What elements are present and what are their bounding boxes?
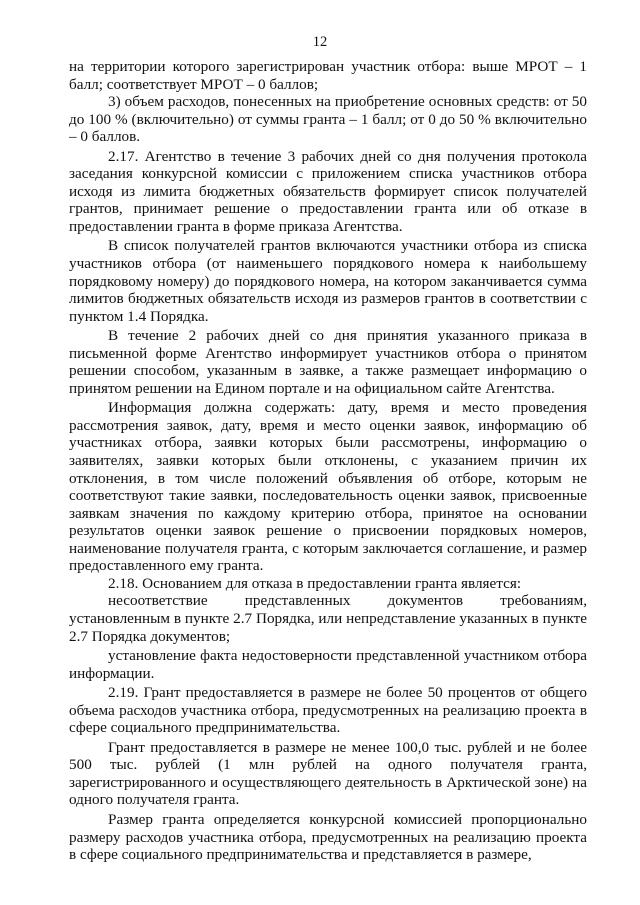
- paragraph-grant-amount: Грант предоставляется в размере не менее 100,0 тыс. рублей и не более 500 тыс. рублей (1 млн рублей на одного получателя гранта, зарегистрированного и осуществляющего деятельность в Арктической зоне) на одного получателя гранта.: [69, 738, 587, 809]
- paragraph-2-18: 2.18. Основанием для отказа в предоставлении гранта является:: [108, 574, 522, 592]
- paragraph-information-content: Информация должна содержать: дату, время и место проведения рассмотрения заявок, дату, время и место оценки заявок, информацию об участниках отбора, заявки которых были рассмотрены, информацию о заявителях, заявки которых были отклонены, с указанием причин их отклонения, в том числе положений объявления об отборе, которым не соответствуют такие заявки, последовательность оценки заявок, присвоенные заявкам значения по каждому критерию отбора, принятое на основании результатов оценки заявок решение о присвоении порядковых номеров, наименование получателя гранта, с которым заключается соглашение, и размер предоставленного ему гранта.: [69, 399, 587, 575]
- paragraph-refusal-reason-1: несоответствие представленных документов требованиям, установленным в пункте 2.7 Порядка, или непредставление указанных в пункте 2.7 Порядка документов;: [69, 592, 587, 645]
- paragraph-criterion-3: 3) объем расходов, понесенных на приобретение основных средств: от 50 до 100 % (включительно) от суммы гранта – 1 балл; от 0 до 50 % включительно – 0 баллов.: [69, 93, 587, 146]
- paragraph-notification: В течение 2 рабочих дней со дня принятия указанного приказа в письменной форме Агентство информирует участников отбора о принятом решении способом, указанным в заявке, а также размещает информацию о принятом решении на Едином портале и на официальном сайте Агентства.: [69, 327, 587, 397]
- paragraph-recipients-list: В список получателей грантов включаются участники отбора из списка участников отбора (от наименьшего порядкового номера к наибольшему порядковому номеру) до порядкового номера, на котором заканчивается сумма лимитов бюджетных обязательств исходя из размеров грантов в соответствии с пунктом 1.4 Порядка.: [69, 237, 587, 325]
- paragraph-grant-size: Размер гранта определяется конкурсной комиссией пропорционально размеру расходов участника отбора, предусмотренных на реализацию проекта в сфере социального предпринимательства и представляется в размере,: [69, 810, 587, 864]
- paragraph-2-17: 2.17. Агентство в течение 3 рабочих дней со дня получения протокола заседания конкурсной комиссии с приложением списка участников отбора исходя из лимита бюджетных обязательств формирует список получателей грантов, принимает решение о предоставлении гранта или об отказе в предоставлении гранта в форме приказа Агентства.: [69, 147, 587, 235]
- page-number: 12: [312, 34, 328, 50]
- document-body: [69, 58, 587, 864]
- paragraph-1-continuation: на территории которого зарегистрирован участник отбора: выше МРОТ – 1 балл; соответствует МРОТ – 0 баллов;: [69, 58, 587, 93]
- paragraph-refusal-reason-2: установление факта недостоверности представленной участником отбора информации.: [69, 647, 587, 682]
- paragraph-2-19: 2.19. Грант предоставляется в размере не более 50 процентов от общего объема расходов участника отбора, предусмотренных на реализацию проекта в сфере социального предпринимательства.: [69, 684, 587, 737]
